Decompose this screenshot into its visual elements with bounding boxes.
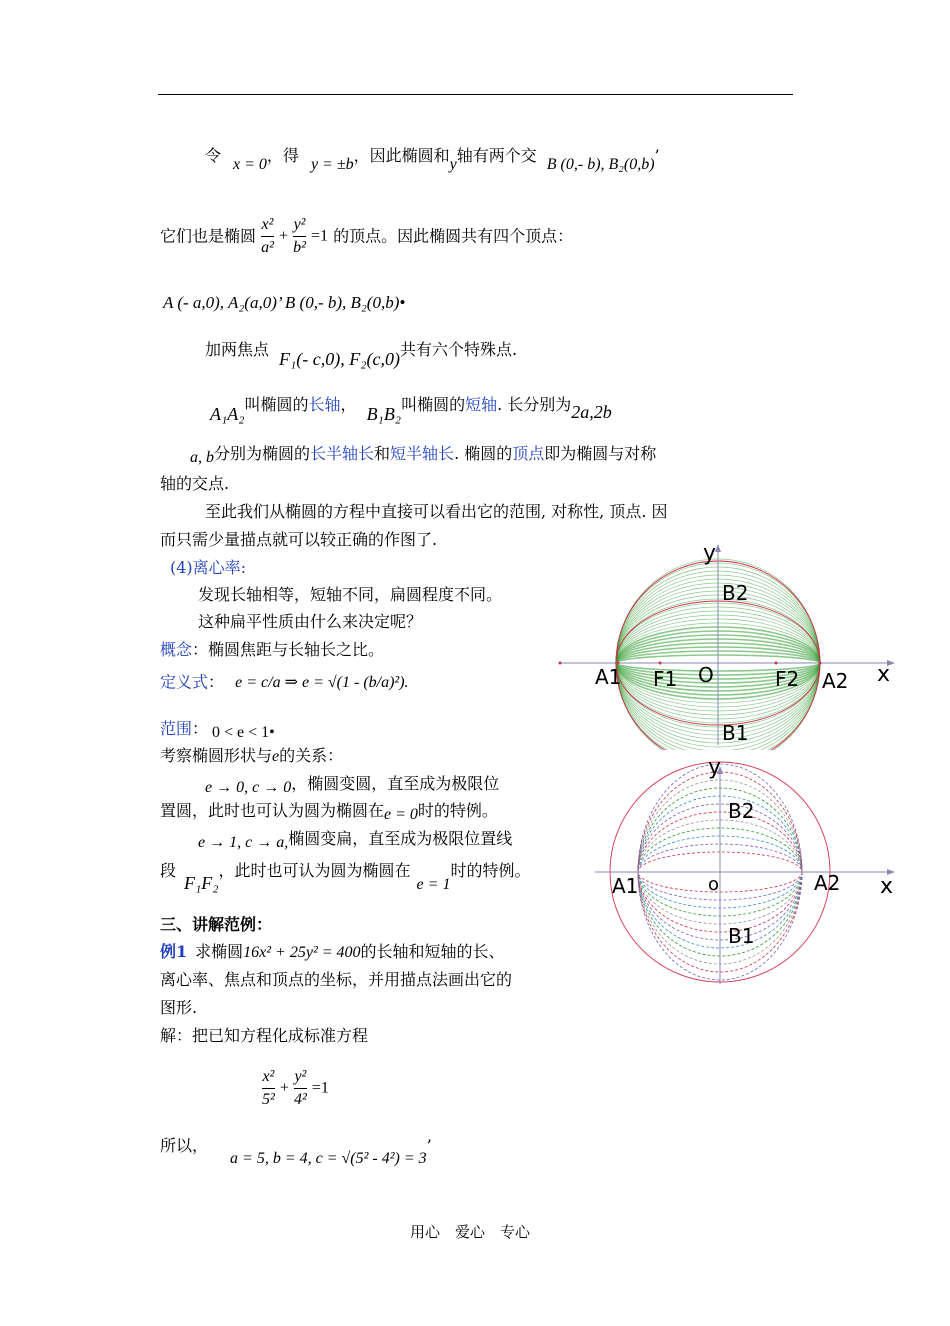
para-conclusion-line2: 而只需少量描点就可以较正确的作图了.: [160, 530, 438, 549]
fig2-label-A1: A1: [612, 874, 639, 898]
para-semi-axes-line2: 轴的交点.: [160, 474, 230, 493]
case-e-to-1-line2: 段F₁F₂，此时也可认为圆为椭圆在e = 1时的特例。: [160, 861, 531, 893]
standard-equation: $\frac{\text{x²}}{\text{5²}}$ + $\frac{\text{y²}}{\text{4²}}$ =1: [262, 1068, 329, 1108]
fig2-label-A2: A2: [814, 871, 841, 895]
solution-line: 解：把已知方程化成标准方程: [160, 1026, 369, 1045]
fig1-label-origin: O: [698, 663, 714, 687]
section-examples-title: 三、讲解范例：: [160, 915, 273, 934]
fig2-label-y: y: [708, 755, 722, 780]
fig1-label-A2: A2: [822, 669, 849, 693]
fig1-label-B1: B1: [722, 721, 749, 745]
term-short-axis: 短轴: [465, 395, 498, 414]
eccentricity-line2: 这种扁平性质由什么来决定呢？: [198, 612, 423, 631]
eccentricity-line1: 发现长轴相等，短轴不同，扁圆程度不同。: [198, 585, 503, 604]
case-e-to-0-line1: e → 0, c → 0，椭圆变圆，直至成为极限位: [205, 774, 500, 796]
para-foci: 加两焦点 F₁(- c,0), F₂(c,0)共有六个特殊点.: [205, 340, 518, 369]
para-vertices-intro: 它们也是椭圆 $\frac{\text{x²}}{\text{a²}}$ + $\frac{\text{y²}}{\text{b²}}$ =1 的顶点。因此椭圆共有四个顶点：: [160, 216, 574, 256]
section-eccentricity-title: (4)离心率:: [170, 558, 247, 577]
figure-ellipse-family: [555, 540, 900, 750]
para-intersection: 令 x = 0，得 y = ±b，因此椭圆和y轴有两个交 B (0,- b), B₂(0,b)’: [205, 146, 660, 173]
term-long-axis: 长轴: [308, 395, 341, 414]
fig1-label-B2: B2: [722, 581, 749, 605]
fig1-label-F2: F2: [775, 667, 800, 691]
concept-line: 概念：椭圆焦距与长轴长之比。: [160, 640, 385, 659]
shape-relation-line: 考察椭圆形状与e的关系：: [160, 746, 344, 765]
definition-line: 定义式： e = c/a ⇒ e = √(1 - (b/a)²).: [160, 672, 409, 692]
example1-line2: 离心率、焦点和顶点的坐标，并用描点法画出它的: [160, 970, 513, 989]
fig1-label-F1: F1: [653, 667, 678, 691]
case-e-to-0-line2: 置圆，此时也可认为圆为椭圆在e = 0时的特例。: [160, 801, 498, 823]
para-axes: A₁A₂叫椭圆的长轴， B₁B₂叫椭圆的短轴. 长分别为2a,2b: [210, 395, 612, 424]
fig2-label-B2: B2: [728, 799, 755, 823]
figure-circle-family: [590, 752, 900, 990]
fig2-label-x: x: [880, 874, 894, 899]
case-e-to-1-line1: e → 1, c → a,椭圆变扁，直至成为极限位置线: [198, 829, 513, 851]
example1-line1: 例1 求椭圆16x² + 25y² = 400的长轴和短轴的长、: [160, 942, 505, 961]
range-line: 范围： 0 < e < 1•: [160, 719, 275, 741]
fig1-label-A1: A1: [595, 665, 622, 689]
para-conclusion-line1: 至此我们从椭圆的方程中直接可以看出它的范围, 对称性, 顶点. 因: [205, 502, 668, 521]
para-semi-axes: a, b分别为椭圆的长半轴长和短半轴长. 椭圆的顶点即为椭圆与对称: [190, 444, 657, 466]
eccentricity-formula: e = c/a ⇒ e = √(1 - (b/a)²).: [235, 673, 409, 691]
fig1-label-x: x: [877, 662, 891, 687]
fig1-label-y: y: [703, 541, 717, 566]
fig2-label-B1: B1: [728, 924, 755, 948]
example1-line3: 图形.: [160, 998, 198, 1017]
vertices-list: A (- a,0), A₂(a,0)’ B (0,- b), B₂(0,b)•: [163, 293, 406, 312]
footer-slogan: 用心 爱心 专心: [410, 1223, 531, 1241]
header-rule: [158, 94, 793, 95]
fig2-label-origin: o: [708, 874, 720, 895]
result-line: 所以，a = 5, b = 4, c = √(5² - 4²) = 3’: [160, 1136, 432, 1167]
